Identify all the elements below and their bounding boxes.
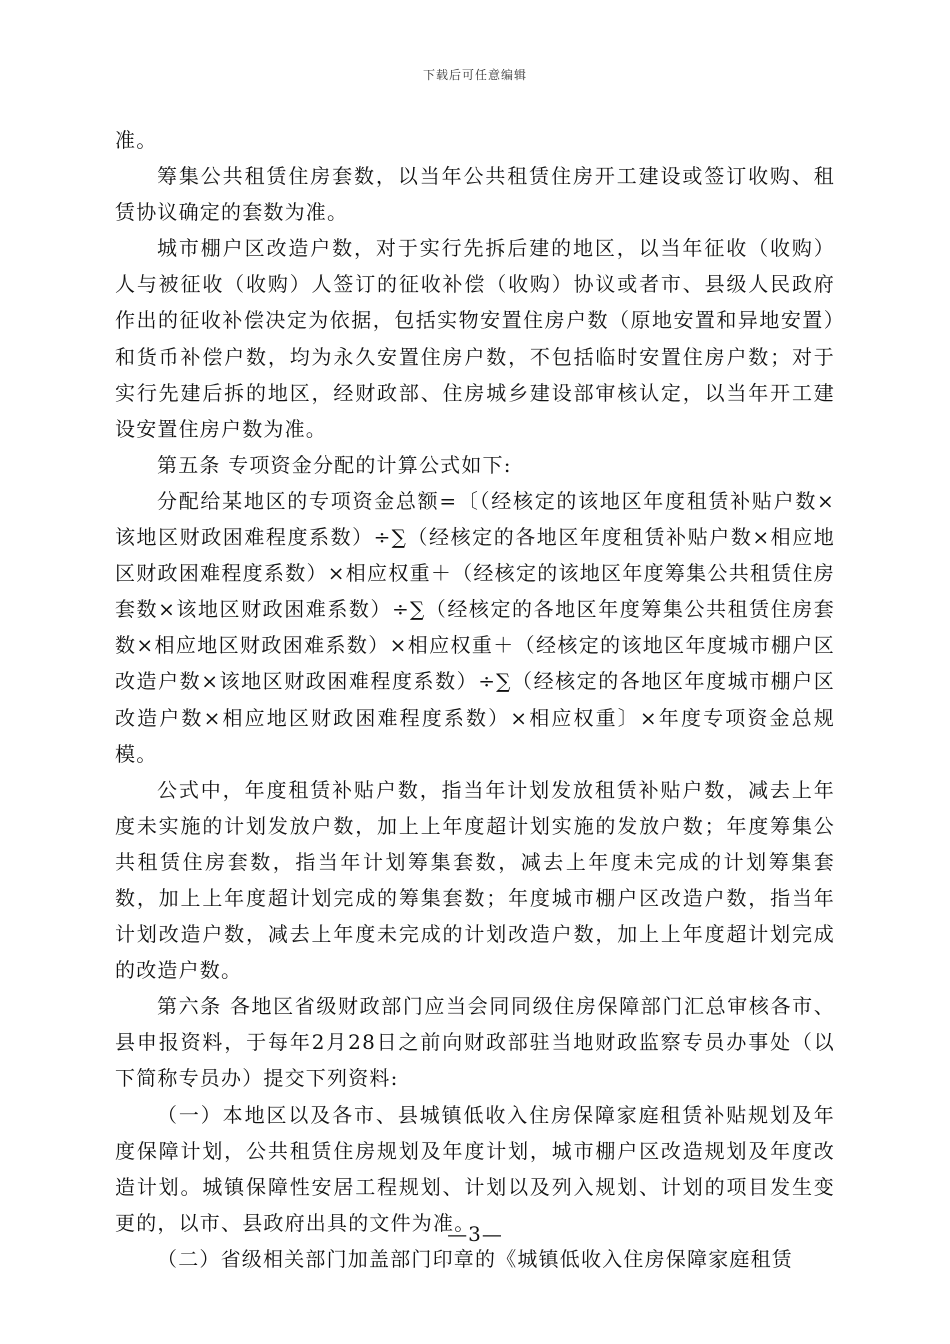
paragraph-allocation-formula: 分配给某地区的专项资金总额=〔（经核定的该地区年度租赁补贴户数×该地区财政困难程度系数）÷∑（经核定的各地区年度租赁补贴户数×相应地区财政困难程度系数）×相应权重＋（经核定的该地区年度筹集公共租赁住房套数×该地区财政困难系数）÷∑（经核定的各地区年度筹集公共租赁住房套数×相应地区财政困难系数）×相应权重＋（经核定的该地区年度城市棚户区改造户数×该地区财政困难程度系数）÷∑（经核定的各地区年度城市棚户区改造户数×相应地区财政困难程度系数）×相应权重〕×年度专项资金总规模。: [115, 488, 835, 766]
paragraph-item-2: （二）省级相关部门加盖部门印章的《城镇低收入住房保障家庭租赁: [157, 1246, 793, 1271]
article-5-heading: 第五条 专项资金分配的计算公式如下:: [157, 452, 512, 477]
page-header-note: 下载后可任意编辑: [422, 68, 527, 82]
paragraph-shantytown-households: 城市棚户区改造户数，对于实行先拆后建的地区，以当年征收（收购）人与被征收（收购）人签订的征收补偿（收购）协议或者市、县级人民政府作出的征收补偿决定为依据，包括实物安置住房户数（原地安置和异地安置）和货币补偿户数，均为永久安置住房户数，不包括临时安置住房户数；对于实行先建后拆的地区，经财政部、住房城乡建设部审核认定，以当年开工建设安置住房户数为准。: [115, 236, 835, 441]
document-body: [115, 122, 835, 1277]
page-number: —3—: [447, 1222, 503, 1246]
paragraph-formula-explanation: 公式中，年度租赁补贴户数，指当年计划发放租赁补贴户数，减去上年度未实施的计划发放户数，加上上年度超计划实施的发放户数；年度筹集公共租赁住房套数，指当年计划筹集套数，减去上年度未完成的计划筹集套数，加上上年度超计划完成的筹集套数；年度城市棚户区改造户数，指当年计划改造户数，减去上年度未完成的计划改造户数，加上上年度超计划完成的改造户数。: [115, 777, 835, 983]
article-6-paragraph: 第六条 各地区省级财政部门应当会同同级住房保障部门汇总审核各市、县申报资料，于每年2月28日之前向财政部驻当地财政监察专员办事处（以下简称专员办）提交下列资料:: [115, 994, 835, 1091]
paragraph-item-1: （一）本地区以及各市、县城镇低收入住房保障家庭租赁补贴规划及年度保障计划，公共租赁住房规划及年度计划，城市棚户区改造规划及年度改造计划。城镇保障性安居工程规划、计划以及列入规划、计划的项目发生变更的，以市、县政府出具的文件为准。: [115, 1102, 835, 1235]
paragraph-continuation: 准。: [115, 128, 158, 152]
paragraph-public-rental-count: 筹集公共租赁住房套数，以当年公共租赁住房开工建设或签订收购、租赁协议确定的套数为准。: [115, 164, 835, 225]
